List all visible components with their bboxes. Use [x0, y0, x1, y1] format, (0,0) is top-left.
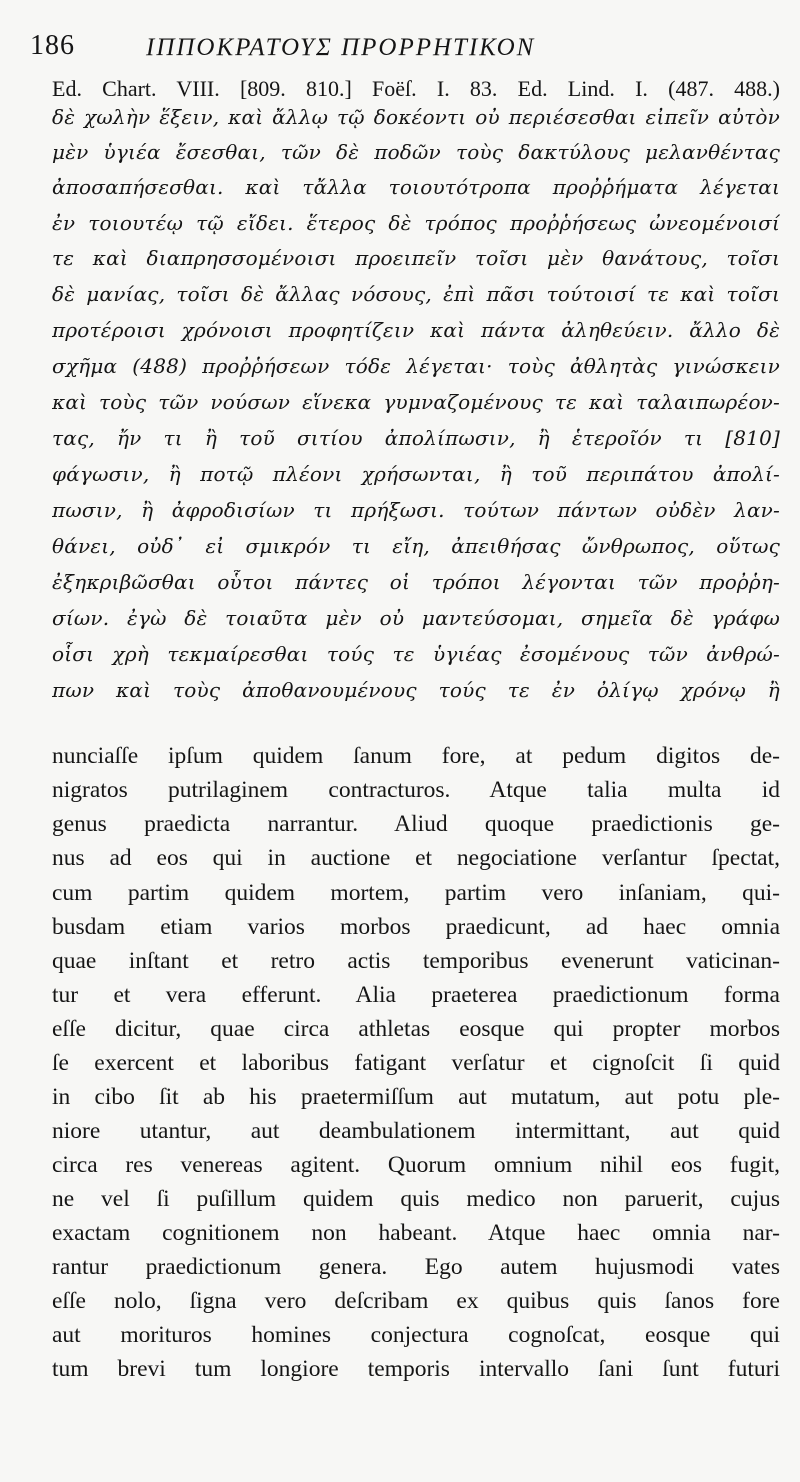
latin-line: eſſe nolo, ſigna vero deſcribam ex quibus quis ſanos fore: [52, 1288, 780, 1314]
latin-line: cum partim quidem mortem, partim vero inſaniam, qui-: [52, 880, 780, 906]
latin-line: tum brevi tum longiore temporis intervallo ſani ſunt futuri: [52, 1356, 780, 1382]
greek-line: δὲ μανίας, τοῖσι δὲ ἄλλας νόσους, ἐπὶ πᾶσι τούτοισί τε καὶ τοῖσι: [52, 282, 780, 306]
edition-reference-line: Ed. Chart. VIII. [809. 810.] Foëſ. I. 83. Ed. Lind. I. (487. 488.): [52, 76, 780, 101]
latin-line: busdam etiam varios morbos praedicunt, ad haec omnia: [52, 914, 780, 940]
latin-line: ſe exercent et laboribus fatigant verſatur et cignoſcit ſi quid: [52, 1050, 780, 1076]
latin-line: tur et vera efferunt. Alia praeterea praedictionum forma: [52, 982, 780, 1008]
latin-line: aut morituros homines conjectura cognoſcat, eosque qui: [52, 1322, 780, 1348]
greek-line: ἐξηκριβῶσθαι οὗτοι πάντες οἱ τρόποι λέγονται τῶν προῤῥη-: [52, 570, 780, 594]
page-number: 186: [30, 30, 75, 61]
latin-line: circa res venereas agitent. Quorum omnium nihil eos fugit,: [52, 1152, 780, 1178]
greek-line: σίων. ἐγὼ δὲ τοιαῦτα μὲν οὐ μαντεύσομαι, σημεῖα δὲ γράφω: [52, 606, 780, 630]
greek-line: μὲν ὑγιέα ἔσεσθαι, τῶν δὲ ποδῶν τοὺς δακτύλους μελανθέντας: [52, 140, 780, 164]
greek-line: φάγωσιν, ἢ ποτῷ πλέονι χρήσωνται, ἢ τοῦ περιπάτου ἀπολί-: [52, 462, 780, 486]
latin-line: eſſe dicitur, quae circa athletas eosque qui propter morbos: [52, 1016, 780, 1042]
greek-line: πων καὶ τοὺς ἀποθανουμένους τούς τε ἐν ὀλίγῳ χρόνῳ ἢ: [52, 678, 780, 702]
greek-line: καὶ τοὺς τῶν νούσων εἵνεκα γυμναζομένους τε καὶ ταλαιπωρέον-: [52, 390, 780, 414]
latin-line: rantur praedictionum genera. Ego autem hujusmodi vates: [52, 1254, 780, 1280]
greek-line: θάνει, οὐδ᾿ εἰ σμικρόν τι εἴη, ἀπειθήσας ὤνθρωπος, οὕτως: [52, 534, 780, 558]
greek-line: πωσιν, ἢ ἀφροδισίων τι πρήξωσι. τούτων πάντων οὐδὲν λαν-: [52, 498, 780, 522]
latin-line: nigratos putrilaginem contracturos. Atque talia multa id: [52, 777, 780, 803]
running-title: ΙΠΠΟΚΡΑΤΟΥΣ ΠΡΟΡΡΗΤΙΚΟΝ: [146, 34, 536, 61]
greek-line: τας, ἤν τι ἢ τοῦ σιτίου ἀπολίπωσιν, ἢ ἑτεροῖόν τι [810]: [52, 426, 780, 450]
latin-line: niore utantur, aut deambulationem intermittant, aut quid: [52, 1118, 780, 1144]
latin-line: genus praedicta narrantur. Aliud quoque praedictionis ge-: [52, 811, 780, 837]
greek-line: προτέροισι χρόνοισι προφητίζειν καὶ πάντα ἀληθεύειν. ἄλλο δὲ: [52, 318, 780, 342]
latin-line: nunciaſſe ipſum quidem ſanum fore, at pedum digitos de-: [52, 743, 780, 769]
latin-line: nus ad eos qui in auctione et negociatione verſantur ſpectat,: [52, 845, 780, 871]
greek-line: δὲ χωλὴν ἕξειν, καὶ ἄλλῳ τῷ δοκέοντι οὐ περιέσεσθαι εἰπεῖν αὐτὸν: [52, 105, 780, 129]
latin-line: ne vel ſi puſillum quidem quis medico non paruerit, cujus: [52, 1186, 780, 1212]
latin-line: in cibo ſit ab his praetermiſſum aut mutatum, aut potu ple-: [52, 1084, 780, 1110]
greek-line: τε καὶ διαπρησσομένοισι προειπεῖν τοῖσι μὲν θανάτους, τοῖσι: [52, 246, 780, 270]
latin-line: exactam cognitionem non habeant. Atque haec omnia nar-: [52, 1220, 780, 1246]
latin-line: quae inſtant et retro actis temporibus evenerunt vaticinan-: [52, 948, 780, 974]
greek-line: οἷσι χρὴ τεκμαίρεσθαι τούς τε ὑγιέας ἐσομένους τῶν ἀνθρώ-: [52, 642, 780, 666]
greek-line: σχῆμα (488) προῤῥήσεων τόδε λέγεται· τοὺς ἀθλητὰς γινώσκειν: [52, 354, 780, 378]
greek-line: ἐν τοιουτέῳ τῷ εἴδει. ἕτερος δὲ τρόπος προῤῥήσεως ὠνεομένοισί: [52, 211, 780, 235]
greek-line: ἀποσαπήσεσθαι. καὶ τἄλλα τοιουτότροπα προῤῥήματα λέγεται: [52, 175, 780, 199]
